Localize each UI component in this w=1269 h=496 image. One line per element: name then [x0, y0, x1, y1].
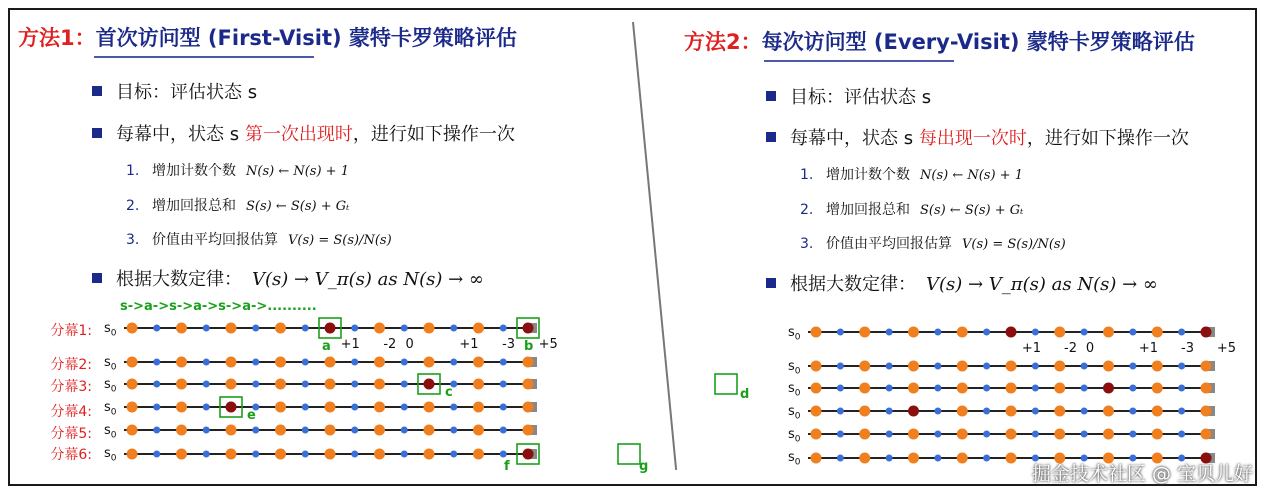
- left-episode-1-target-state: [523, 323, 534, 334]
- left-episode-6-state-node: [424, 449, 435, 460]
- left-episode-5-action-node: [401, 427, 408, 434]
- right-episode-6-action-node: [1081, 455, 1088, 462]
- marker-label-c: c: [445, 385, 453, 400]
- right-episode-1-target-state: [1201, 327, 1212, 338]
- left-start-state: $s_0$: [104, 446, 117, 464]
- left-episode-1-action-node: [302, 325, 309, 332]
- right-episode-5-state-node: [908, 429, 919, 440]
- right-episode-2-state-node: [908, 361, 919, 372]
- right-ep-highlight: 每出现一次时: [918, 128, 1027, 149]
- right-episode-5-state-node: [957, 429, 968, 440]
- left-episode-4-action-node: [401, 404, 408, 411]
- left-episode-4-action-node: [450, 404, 457, 411]
- left-episode-1-action-node: [500, 325, 507, 332]
- left-episode-5-state-node: [374, 425, 385, 436]
- left-episode-4-state-node: [176, 402, 187, 413]
- right-episode-2-state-node: [1201, 361, 1212, 372]
- step-text: 增加回报总和: [826, 202, 910, 218]
- marker-label-g: g: [639, 459, 649, 474]
- left-reward-label: +1: [459, 337, 479, 352]
- right-ep-suffix: ，进行如下操作一次: [1026, 128, 1189, 149]
- right-ep-prefix: 每幕中，状态 s: [790, 128, 919, 149]
- left-start-state: $s_0$: [104, 377, 117, 395]
- step-number: 1.: [800, 167, 814, 183]
- right-colon: ：: [740, 30, 762, 54]
- right-episode-1-state-node: [1054, 327, 1065, 338]
- right-episode-6-state-node: [1006, 453, 1017, 464]
- right-episode-2-action-node: [934, 363, 941, 370]
- left-episode-3-state-node: [176, 379, 187, 390]
- marker-label-f: f: [504, 459, 510, 474]
- right-episode-1-action-node: [1178, 329, 1185, 336]
- right-episode-4-action-node: [983, 408, 990, 415]
- left-episode-2-state-node: [226, 357, 237, 368]
- right-episode-6-target-state: [1201, 453, 1212, 464]
- right-episode-5-action-node: [1129, 431, 1136, 438]
- right-episode-6-action-node: [1129, 455, 1136, 462]
- right-episode-2-state-node: [957, 361, 968, 372]
- step-formula: V(s) = S(s)/N(s): [288, 233, 392, 248]
- right-episode-1-state-node: [859, 327, 870, 338]
- right-episode-4-action-node: [837, 408, 844, 415]
- left-episode-5-action-node: [302, 427, 309, 434]
- left-method-label: 方法1: [18, 26, 75, 50]
- right-episode-2-action-node: [886, 363, 893, 370]
- left-episode-2-action-node: [351, 359, 358, 366]
- right-episode-1-action-node: [934, 329, 941, 336]
- step-number: 3.: [800, 236, 814, 252]
- left-episode-4-action-node: [203, 404, 210, 411]
- right-episode-3-state-node: [1201, 383, 1212, 394]
- right-episode-1-action-node: [886, 329, 893, 336]
- left-episode-5-state-node: [424, 425, 435, 436]
- right-episode-3-action-node: [886, 385, 893, 392]
- right-episode-4-state-node: [957, 406, 968, 417]
- right-episode-5-action-node: [1032, 431, 1039, 438]
- right-episode-4-state-node: [1152, 406, 1163, 417]
- left-episode-4-state-node: [127, 402, 138, 413]
- right-episode-4-action-node: [1081, 408, 1088, 415]
- left-ep-suffix: ，进行如下操作一次: [352, 124, 515, 145]
- left-episode-1-state-node: [374, 323, 385, 334]
- left-episode-label-1: 分幕1:: [50, 323, 92, 339]
- step-number: 2.: [800, 202, 814, 218]
- right-episode-4-state-node: [1201, 406, 1212, 417]
- right-episode-1-action-node: [1129, 329, 1136, 336]
- right-episode-5-state-node: [1103, 429, 1114, 440]
- left-episode-4-state-node: [374, 402, 385, 413]
- left-episode-5-state-node: [176, 425, 187, 436]
- right-episode-3-action-node: [1081, 385, 1088, 392]
- right-episode-1-target-state: [1006, 327, 1017, 338]
- right-episode-5-state-node: [1201, 429, 1212, 440]
- left-episode-3-state-node: [127, 379, 138, 390]
- right-episode-3-action-node: [837, 385, 844, 392]
- left-episode-3-action-node: [302, 381, 309, 388]
- marker-box-d: [715, 374, 737, 394]
- right-episode-4-state-node: [1103, 406, 1114, 417]
- right-episode-3-state-node: [908, 383, 919, 394]
- left-episode-2-action-node: [401, 359, 408, 366]
- left-episode-4-action-node: [302, 404, 309, 411]
- left-episode-4-state-node: [424, 402, 435, 413]
- right-episode-6-state-node: [1054, 453, 1065, 464]
- right-episode-6-state-node: [1152, 453, 1163, 464]
- left-episode-3-target-state: [424, 379, 435, 390]
- right-episode-1-state-node: [811, 327, 822, 338]
- marker-label-d: d: [740, 387, 750, 402]
- right-episode-5-state-node: [1054, 429, 1065, 440]
- right-episode-5-action-node: [1081, 431, 1088, 438]
- left-episode-5-state-node: [226, 425, 237, 436]
- right-episode-5-state-node: [859, 429, 870, 440]
- left-colon: ：: [74, 26, 96, 50]
- right-episode-6-action-node: [1178, 455, 1185, 462]
- left-episode-4-state-node: [275, 402, 286, 413]
- right-episode-2-action-node: [1178, 363, 1185, 370]
- right-episode-2-action-node: [1081, 363, 1088, 370]
- left-episode-6-action-node: [203, 451, 210, 458]
- left-episode-3-action-node: [500, 381, 507, 388]
- left-ep-highlight: 第一次出现时: [244, 124, 353, 145]
- right-episode-4-action-node: [886, 408, 893, 415]
- left-episode-6-state-node: [226, 449, 237, 460]
- right-episode-6-action-node: [1032, 455, 1039, 462]
- left-episode-6-state-node: [325, 449, 336, 460]
- right-start-state: $s_0$: [788, 359, 801, 377]
- right-episode-3-state-node: [1152, 383, 1163, 394]
- left-episode-1-state-node: [176, 323, 187, 334]
- left-episode-label-6: 分幕6:: [50, 447, 92, 463]
- right-episode-6-action-node: [934, 455, 941, 462]
- left-episode-3-action-node: [203, 381, 210, 388]
- right-reward-label: -2: [1064, 341, 1077, 356]
- right-goal-text: 目标：评估状态 s: [790, 87, 932, 108]
- step-text: 增加回报总和: [152, 198, 236, 214]
- left-episode-2-action-node: [450, 359, 457, 366]
- left-episode-6-state-node: [127, 449, 138, 460]
- left-episode-6-action-node: [351, 451, 358, 458]
- left-episode-2-state-node: [127, 357, 138, 368]
- right-episode-6-action-node: [837, 455, 844, 462]
- right-episode-4-target-state: [908, 406, 919, 417]
- right-episode-2-state-node: [1103, 361, 1114, 372]
- right-episode-4-action-node: [934, 408, 941, 415]
- left-episode-3-action-node: [252, 381, 259, 388]
- left-episode-6-state-node: [374, 449, 385, 460]
- right-episode-4-action-node: [1178, 408, 1185, 415]
- left-episode-2-action-node: [203, 359, 210, 366]
- right-episode-4-action-node: [1032, 408, 1039, 415]
- right-episode-6-state-node: [957, 453, 968, 464]
- step-formula: N(s) ← N(s) + 1: [246, 164, 349, 179]
- left-episode-6-state-node: [176, 449, 187, 460]
- step-text: 增加计数个数: [152, 163, 236, 179]
- right-episode-3-state-node: [957, 383, 968, 394]
- left-episode-2-state-node: [325, 357, 336, 368]
- left-episode-6-action-node: [450, 451, 457, 458]
- right-episode-3-state-node: [1006, 383, 1017, 394]
- left-reward-label: +5: [538, 337, 558, 352]
- right-episode-5-action-node: [983, 431, 990, 438]
- right-law-formula: V(s) → V_π(s) as N(s) → ∞: [926, 274, 1158, 295]
- step-number: 2.: [126, 198, 140, 214]
- left-episode-label-2: 分幕2:: [50, 357, 92, 373]
- left-episode-5-state-node: [275, 425, 286, 436]
- left-episode-2-state-node: [275, 357, 286, 368]
- right-episode-3-action-node: [1129, 385, 1136, 392]
- left-episode-3-state-node: [473, 379, 484, 390]
- left-episode-6-state-node: [275, 449, 286, 460]
- right-title-text: 每次访问型 (Every-Visit) 蒙特卡罗策略评估: [761, 30, 1195, 54]
- right-start-state: $s_0$: [788, 325, 801, 343]
- left-episode-label-4: 分幕4:: [50, 404, 92, 420]
- watermark: 掘金技术社区 @ 宝贝儿好: [1031, 463, 1253, 485]
- right-episode-1-state-node: [957, 327, 968, 338]
- right-episode-5-state-node: [1152, 429, 1163, 440]
- left-episode-1-action-node: [153, 325, 160, 332]
- right-episode-4-state-node: [859, 406, 870, 417]
- step-formula: S(s) ← S(s) + Gₜ: [246, 199, 350, 214]
- step-number: 1.: [126, 163, 140, 179]
- right-start-state: $s_0$: [788, 381, 801, 399]
- left-law-text: 根据大数定律：: [116, 269, 242, 290]
- step-text: 价值由平均回报估算: [152, 232, 278, 248]
- step-formula: N(s) ← N(s) + 1: [920, 168, 1023, 183]
- right-episode-2-action-node: [1032, 363, 1039, 370]
- right-episode-2-state-node: [1152, 361, 1163, 372]
- right-episode-3-action-node: [1032, 385, 1039, 392]
- left-reward-label: -2: [383, 337, 397, 352]
- left-episode-2-action-node: [153, 359, 160, 366]
- right-episode-3-state-node: [1054, 383, 1065, 394]
- right-episode-2-state-node: [811, 361, 822, 372]
- left-episode-3-state-node: [275, 379, 286, 390]
- left-sequence: s->a->s->a->s->a->..........: [120, 299, 317, 314]
- left-episode-6-state-node: [473, 449, 484, 460]
- right-reward-label: +1: [1021, 341, 1042, 356]
- marker-label-e: e: [247, 408, 256, 423]
- left-start-state: $s_0$: [104, 423, 117, 441]
- left-episode-3-state-node: [374, 379, 385, 390]
- left-episode-6-action-node: [153, 451, 160, 458]
- left-episode-2-state-node: [473, 357, 484, 368]
- right-episode-6-state-node: [908, 453, 919, 464]
- right-episode-1-action-node: [837, 329, 844, 336]
- left-episode-4-state-node: [473, 402, 484, 413]
- right-episode-1-state-node: [1152, 327, 1163, 338]
- right-episode-3-action-node: [934, 385, 941, 392]
- right-reward-label: 0: [1085, 341, 1095, 356]
- left-episode-1-action-node: [203, 325, 210, 332]
- left-episode-1-action-node: [450, 325, 457, 332]
- left-episode-5-action-node: [450, 427, 457, 434]
- right-episode-3-target-state: [1103, 383, 1114, 394]
- left-episode-2-action-node: [252, 359, 259, 366]
- left-episode-4-action-node: [500, 404, 507, 411]
- right-episode-6-action-node: [886, 455, 893, 462]
- right-episode-6-state-node: [811, 453, 822, 464]
- right-episode-6-state-node: [859, 453, 870, 464]
- left-law-formula: V(s) → V_π(s) as N(s) → ∞: [252, 269, 484, 290]
- marker-label-a: a: [322, 339, 331, 354]
- left-episode-5-action-node: [500, 427, 507, 434]
- left-episode-4-state-node: [325, 402, 336, 413]
- left-title-text: 首次访问型 (First-Visit) 蒙特卡罗策略评估: [95, 26, 517, 50]
- left-episode-4-action-node: [351, 404, 358, 411]
- left-episode-5-state-node: [325, 425, 336, 436]
- left-start-state: $s_0$: [104, 321, 117, 339]
- right-episode-5-action-node: [934, 431, 941, 438]
- left-goal-text: 目标：评估状态 s: [116, 82, 258, 103]
- right-episode-5-state-node: [1006, 429, 1017, 440]
- left-reward-label: +1: [340, 337, 360, 352]
- left-episode-5-action-node: [203, 427, 210, 434]
- step-number: 3.: [126, 232, 140, 248]
- left-episode-3-state-node: [325, 379, 336, 390]
- left-episode-3-action-node: [401, 381, 408, 388]
- left-episode-3-action-node: [153, 381, 160, 388]
- right-method-label: 方法2: [684, 30, 741, 54]
- left-reward-label: 0: [405, 337, 414, 352]
- left-episode-3-state-node: [226, 379, 237, 390]
- left-episode-1-target-state: [325, 323, 336, 334]
- right-episode-3-action-node: [1178, 385, 1185, 392]
- left-episode-label-3: 分幕3:: [50, 379, 92, 395]
- left-episode-6-target-state: [523, 449, 534, 460]
- left-episode-1-state-node: [275, 323, 286, 334]
- right-episode-4-action-node: [1129, 408, 1136, 415]
- right-episode-2-action-node: [983, 363, 990, 370]
- right-episode-6-state-node: [1103, 453, 1114, 464]
- left-episode-1-action-node: [252, 325, 259, 332]
- left-episode-1-state-node: [127, 323, 138, 334]
- right-episode-2-state-node: [1006, 361, 1017, 372]
- right-episode-5-action-node: [886, 431, 893, 438]
- left-episode-3-action-node: [351, 381, 358, 388]
- right-episode-2-action-node: [1129, 363, 1136, 370]
- right-reward-label: +1: [1138, 341, 1159, 356]
- left-start-state: $s_0$: [104, 355, 117, 373]
- right-episode-3-action-node: [983, 385, 990, 392]
- left-episode-4-target-state: [226, 402, 237, 413]
- left-episode-4-state-node: [523, 402, 534, 413]
- left-episode-5-action-node: [252, 427, 259, 434]
- left-reward-label: -3: [502, 337, 516, 352]
- left-episode-2-state-node: [424, 357, 435, 368]
- left-episode-1-action-node: [401, 325, 408, 332]
- left-episode-6-action-node: [401, 451, 408, 458]
- step-text: 价值由平均回报估算: [826, 236, 952, 252]
- right-law-text: 根据大数定律：: [790, 274, 916, 295]
- marker-box-g: [618, 444, 640, 464]
- left-episode-label-5: 分幕5:: [50, 426, 92, 442]
- right-episode-2-state-node: [859, 361, 870, 372]
- left-episode-5-state-node: [523, 425, 534, 436]
- left-episode-1-state-node: [473, 323, 484, 334]
- right-episode-3-state-node: [859, 383, 870, 394]
- step-formula: V(s) = S(s)/N(s): [962, 237, 1066, 252]
- left-episode-2-action-node: [302, 359, 309, 366]
- right-episode-4-state-node: [1006, 406, 1017, 417]
- left-episode-3-state-node: [523, 379, 534, 390]
- right-episode-6-action-node: [983, 455, 990, 462]
- left-episode-5-state-node: [127, 425, 138, 436]
- marker-label-b: b: [524, 339, 534, 354]
- left-episode-1-state-node: [424, 323, 435, 334]
- left-episode-1-state-node: [226, 323, 237, 334]
- left-ep-prefix: 每幕中，状态 s: [116, 124, 245, 145]
- right-episode-1-state-node: [1103, 327, 1114, 338]
- left-episode-5-state-node: [473, 425, 484, 436]
- right-episode-2-state-node: [1054, 361, 1065, 372]
- left-episode-5-action-node: [351, 427, 358, 434]
- right-episode-5-action-node: [1178, 431, 1185, 438]
- step-text: 增加计数个数: [826, 167, 910, 183]
- right-start-state: $s_0$: [788, 404, 801, 422]
- right-start-state: $s_0$: [788, 450, 801, 468]
- left-episode-2-action-node: [500, 359, 507, 366]
- right-episode-5-state-node: [811, 429, 822, 440]
- left-episode-6-action-node: [500, 451, 507, 458]
- left-episode-2-state-node: [523, 357, 534, 368]
- right-reward-label: -3: [1181, 341, 1194, 356]
- right-episode-3-state-node: [811, 383, 822, 394]
- right-start-state: $s_0$: [788, 427, 801, 445]
- right-episode-4-state-node: [811, 406, 822, 417]
- step-formula: S(s) ← S(s) + Gₜ: [920, 203, 1024, 218]
- left-episode-2-state-node: [374, 357, 385, 368]
- left-episode-6-action-node: [252, 451, 259, 458]
- left-start-state: $s_0$: [104, 400, 117, 418]
- right-episode-1-state-node: [908, 327, 919, 338]
- left-episode-6-action-node: [302, 451, 309, 458]
- right-episode-1-action-node: [1032, 329, 1039, 336]
- right-episode-5-action-node: [837, 431, 844, 438]
- left-episode-2-state-node: [176, 357, 187, 368]
- left-episode-4-action-node: [153, 404, 160, 411]
- left-episode-1-action-node: [351, 325, 358, 332]
- right-episode-2-action-node: [837, 363, 844, 370]
- right-reward-label: +5: [1216, 341, 1237, 356]
- left-episode-5-action-node: [153, 427, 160, 434]
- right-episode-1-action-node: [983, 329, 990, 336]
- right-episode-1-action-node: [1081, 329, 1088, 336]
- right-episode-4-state-node: [1054, 406, 1065, 417]
